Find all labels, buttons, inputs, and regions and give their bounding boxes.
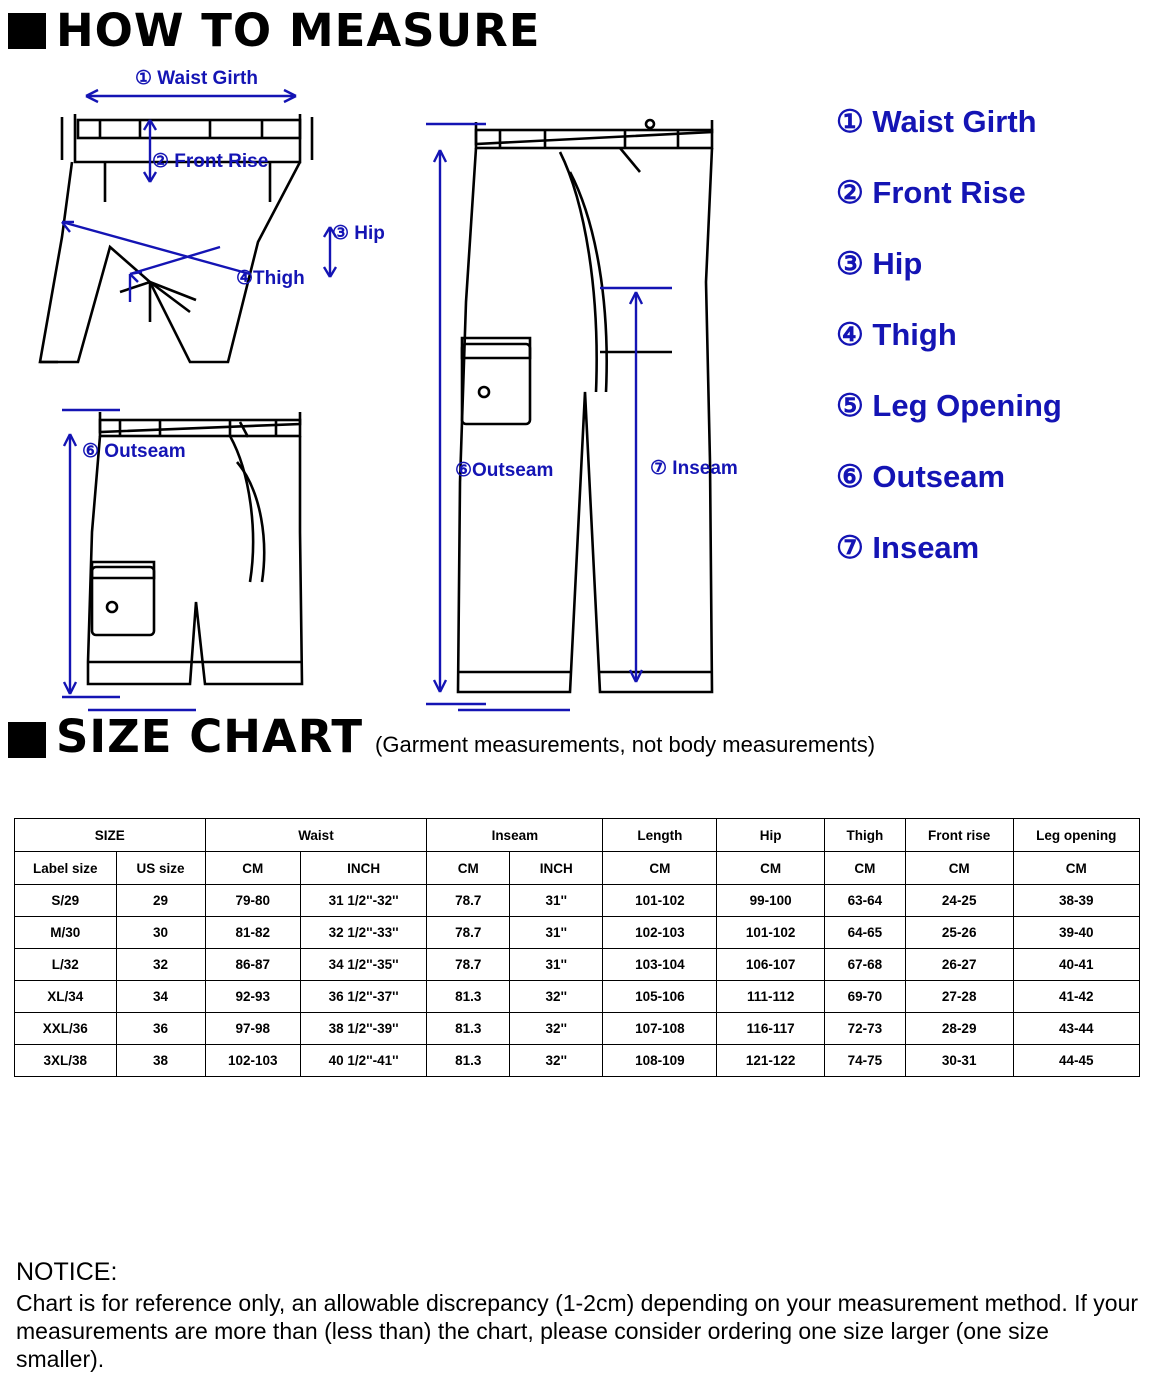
cell-inseam-cm: 78.7 [427, 949, 510, 981]
sub-header-8: CM [825, 852, 906, 885]
sub-header-0: Label size [15, 852, 117, 885]
notice-title: NOTICE: [16, 1258, 118, 1286]
group-header-leg-opening: Leg opening [1013, 819, 1139, 852]
sub-header-4: CM [427, 852, 510, 885]
table-row [15, 1013, 1140, 1045]
notice-body: Chart is for reference only, an allowable discrepancy (1-2cm) depending on your measurement method. If your measurements are more than (less than) the chart, please consider ordering one size larger (one size smaller). [16, 1290, 1139, 1373]
size-chart-heading [8, 710, 876, 763]
legend-item-2: ② Front Rise [836, 175, 1026, 210]
table-row [15, 949, 1140, 981]
notice-block [16, 1258, 1142, 1373]
sub-header-9: CM [905, 852, 1013, 885]
cell-waist-cm: 97-98 [205, 1013, 300, 1045]
group-header-length: Length [603, 819, 717, 852]
cell-waist-cm: 102-103 [205, 1045, 300, 1077]
cell-thigh-cm: 64-65 [825, 917, 906, 949]
label-outseam-pants: ⑥Outseam [455, 460, 554, 481]
cell-waist-inch: 36 1/2''-37'' [300, 981, 426, 1013]
cell-waist-inch: 32 1/2''-33'' [300, 917, 426, 949]
cell-us-size: 36 [116, 1013, 205, 1045]
cell-front-rise-cm: 26-27 [905, 949, 1013, 981]
cell-thigh-cm: 69-70 [825, 981, 906, 1013]
table-row [15, 885, 1140, 917]
cell-us-size: 29 [116, 885, 205, 917]
cell-length-cm: 105-106 [603, 981, 717, 1013]
cell-front-rise-cm: 24-25 [905, 885, 1013, 917]
sub-header-1: US size [116, 852, 205, 885]
label-thigh: ④Thigh [236, 268, 305, 289]
cell-hip-cm: 101-102 [717, 917, 825, 949]
cell-inseam-inch: 32'' [510, 1013, 603, 1045]
cell-front-rise-cm: 30-31 [905, 1045, 1013, 1077]
group-header-inseam: Inseam [427, 819, 603, 852]
sub-header-10: CM [1013, 852, 1139, 885]
sub-header-6: CM [603, 852, 717, 885]
label-outseam-shorts: ⑥ Outseam [82, 441, 186, 462]
cell-waist-inch: 38 1/2''-39'' [300, 1013, 426, 1045]
legend-item-7: ⑦ Inseam [836, 530, 980, 565]
cell-waist-inch: 34 1/2''-35'' [300, 949, 426, 981]
table-sub-header-row [15, 852, 1140, 885]
cell-thigh-cm: 72-73 [825, 1013, 906, 1045]
cell-inseam-cm: 78.7 [427, 885, 510, 917]
cell-thigh-cm: 67-68 [825, 949, 906, 981]
cell-inseam-inch: 32'' [510, 981, 603, 1013]
cell-waist-cm: 79-80 [205, 885, 300, 917]
label-inseam-pants: ⑦ Inseam [650, 458, 738, 479]
cell-hip-cm: 106-107 [717, 949, 825, 981]
cell-hip-cm: 116-117 [717, 1013, 825, 1045]
cell-hip-cm: 99-100 [717, 885, 825, 917]
cell-us-size: 32 [116, 949, 205, 981]
size-chart-table [14, 818, 1140, 1077]
cell-label-size: S/29 [15, 885, 117, 917]
table-row [15, 1045, 1140, 1077]
group-header-hip: Hip [717, 819, 825, 852]
cell-length-cm: 102-103 [603, 917, 717, 949]
label-waist-girth: ① Waist Girth [135, 68, 258, 89]
sub-header-7: CM [717, 852, 825, 885]
cell-label-size: L/32 [15, 949, 117, 981]
cell-inseam-cm: 81.3 [427, 981, 510, 1013]
sub-header-2: CM [205, 852, 300, 885]
cell-leg-opening-cm: 39-40 [1013, 917, 1139, 949]
cell-inseam-cm: 78.7 [427, 917, 510, 949]
cell-leg-opening-cm: 44-45 [1013, 1045, 1139, 1077]
table-row [15, 917, 1140, 949]
cell-waist-cm: 81-82 [205, 917, 300, 949]
table-row [15, 981, 1140, 1013]
how-to-measure-heading [8, 4, 541, 57]
cell-inseam-inch: 31'' [510, 917, 603, 949]
sub-header-5: INCH [510, 852, 603, 885]
cell-length-cm: 108-109 [603, 1045, 717, 1077]
cell-label-size: M/30 [15, 917, 117, 949]
cell-inseam-cm: 81.3 [427, 1013, 510, 1045]
cell-leg-opening-cm: 40-41 [1013, 949, 1139, 981]
cell-hip-cm: 111-112 [717, 981, 825, 1013]
size-chart-title: SIZE CHART [56, 710, 364, 763]
cell-thigh-cm: 74-75 [825, 1045, 906, 1077]
cell-hip-cm: 121-122 [717, 1045, 825, 1077]
size-chart-table-wrap [14, 818, 1140, 1077]
size-chart-subnote: (Garment measurements, not body measurements) [375, 732, 876, 757]
label-front-rise: ② Front Rise [152, 151, 269, 172]
how-to-measure-title: HOW TO MEASURE [56, 4, 541, 57]
measurement-legend [836, 104, 1146, 601]
cell-inseam-inch: 31'' [510, 949, 603, 981]
black-square-bullet-icon-2 [8, 722, 46, 758]
cell-inseam-cm: 81.3 [427, 1045, 510, 1077]
group-header-size: SIZE [15, 819, 206, 852]
cell-waist-inch: 31 1/2''-32'' [300, 885, 426, 917]
group-header-waist: Waist [205, 819, 427, 852]
cell-label-size: XXL/36 [15, 1013, 117, 1045]
black-square-bullet-icon [8, 13, 46, 49]
legend-item-4: ④ Thigh [836, 317, 957, 352]
cell-leg-opening-cm: 43-44 [1013, 1013, 1139, 1045]
cell-label-size: 3XL/38 [15, 1045, 117, 1077]
cell-label-size: XL/34 [15, 981, 117, 1013]
group-header-thigh: Thigh [825, 819, 906, 852]
legend-item-6: ⑥ Outseam [836, 459, 1006, 494]
cell-length-cm: 101-102 [603, 885, 717, 917]
cell-length-cm: 103-104 [603, 949, 717, 981]
diagram-svg [0, 62, 820, 712]
cell-us-size: 34 [116, 981, 205, 1013]
label-hip: ③ Hip [332, 223, 385, 244]
cell-inseam-inch: 32'' [510, 1045, 603, 1077]
cell-leg-opening-cm: 38-39 [1013, 885, 1139, 917]
cell-waist-cm: 92-93 [205, 981, 300, 1013]
legend-item-5: ⑤ Leg Opening [836, 388, 1062, 423]
cell-front-rise-cm: 27-28 [905, 981, 1013, 1013]
sub-header-3: INCH [300, 852, 426, 885]
cell-waist-cm: 86-87 [205, 949, 300, 981]
cell-inseam-inch: 31'' [510, 885, 603, 917]
cell-us-size: 38 [116, 1045, 205, 1077]
cell-front-rise-cm: 28-29 [905, 1013, 1013, 1045]
cell-waist-inch: 40 1/2''-41'' [300, 1045, 426, 1077]
cell-leg-opening-cm: 41-42 [1013, 981, 1139, 1013]
cell-us-size: 30 [116, 917, 205, 949]
legend-item-3: ③ Hip [836, 246, 923, 281]
legend-item-1: ① Waist Girth [836, 104, 1037, 139]
cell-thigh-cm: 63-64 [825, 885, 906, 917]
label-leg-opening-pants [495, 711, 633, 712]
cell-length-cm: 107-108 [603, 1013, 717, 1045]
table-group-header-row [15, 819, 1140, 852]
group-header-front-rise: Front rise [905, 819, 1013, 852]
cell-front-rise-cm: 25-26 [905, 917, 1013, 949]
measurement-diagrams [0, 62, 820, 712]
